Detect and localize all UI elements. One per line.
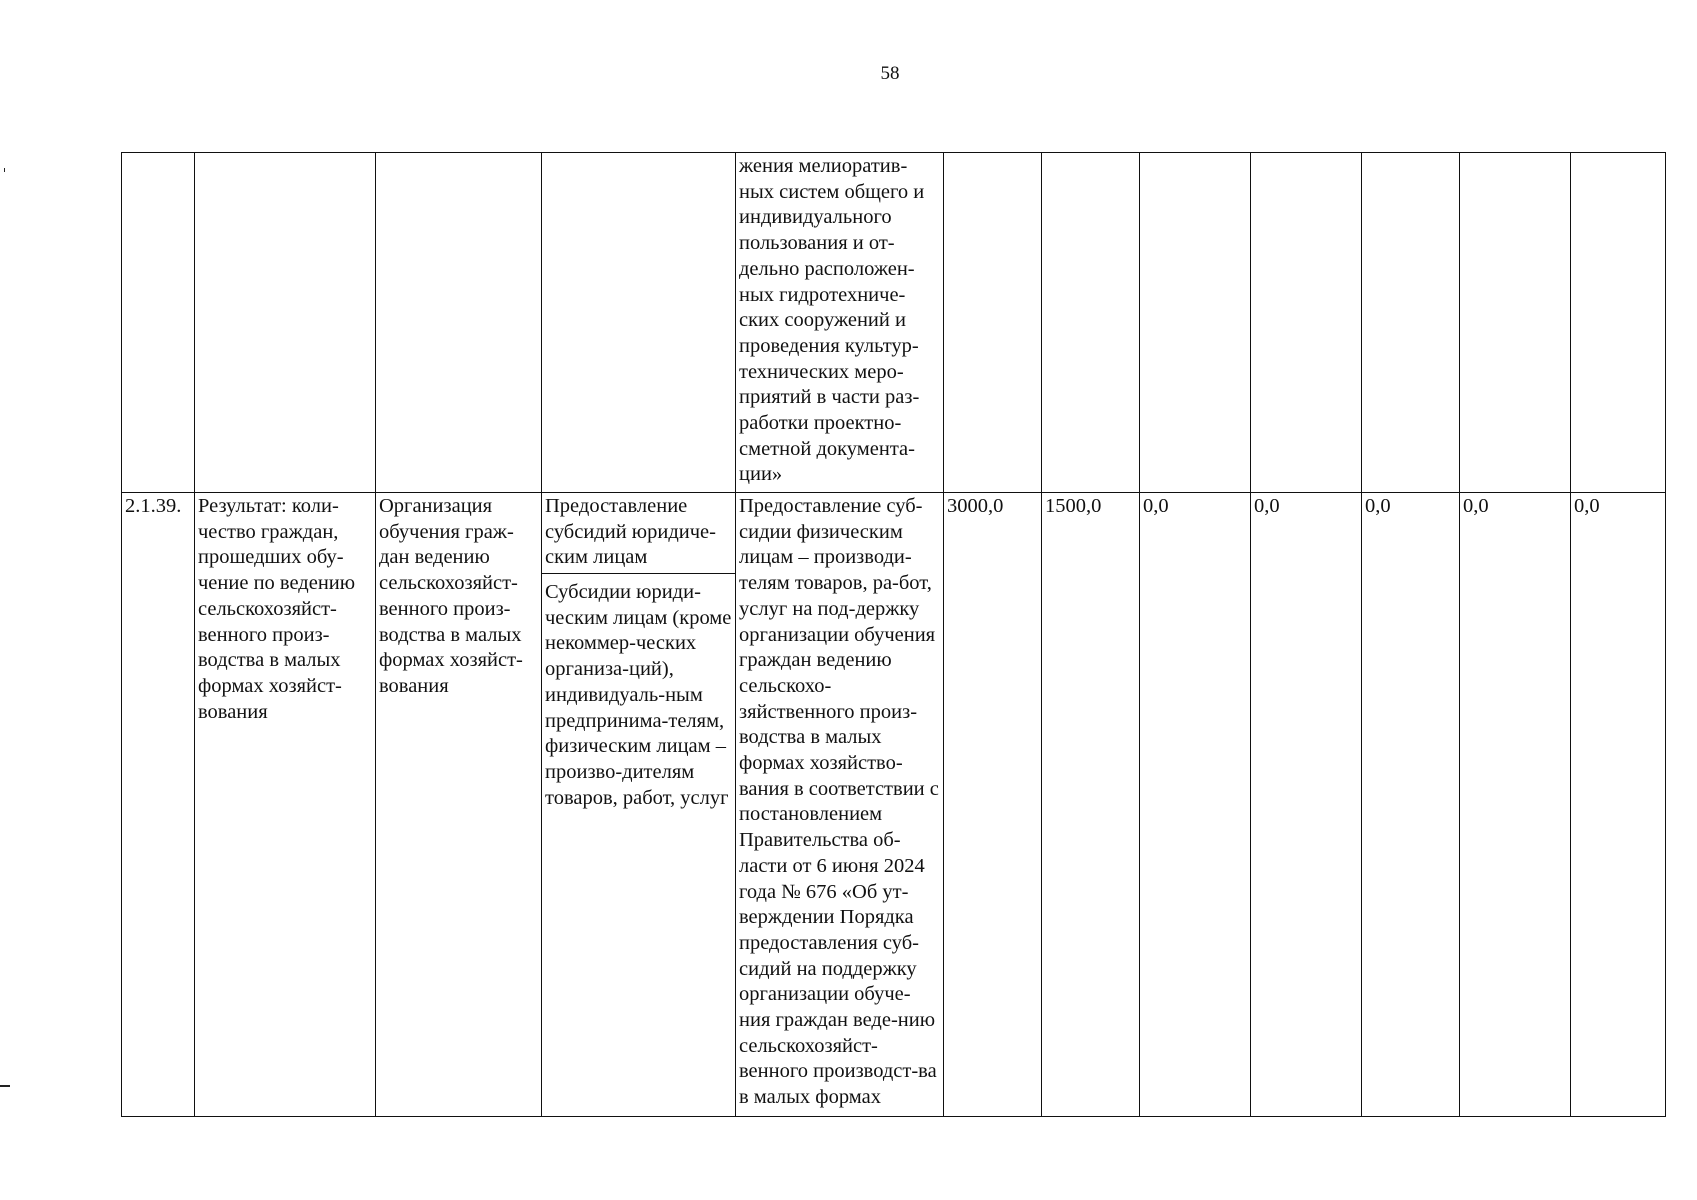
result-text: Результат: коли-чество граждан, прошедших обу-чение по ведению сельскохозяйст-венного произ-водства в малых формах хозяйст-вования: [198, 495, 356, 723]
cell-number: [122, 153, 195, 493]
table-row-continuation: [122, 153, 1666, 493]
cell-value: [944, 493, 1042, 1117]
value-text: 3000,0: [947, 495, 1004, 517]
cell-measure: [376, 493, 542, 1117]
cell-number: [122, 493, 195, 1117]
support-type-bottom: Субсидии юриди-ческим лицам (кроме некоммер-ческих организа-ций), индивидуаль-ным предпринима-телям, физическим лицам – произво-дителям товаров, работ, услуг: [545, 581, 732, 809]
measure-text: Организация обучения граж-дан ведению сельскохозяйст-венного произ-водства в малых формах хозяйст-вования: [379, 495, 523, 697]
cell-value: [1362, 153, 1460, 493]
description-text: Предоставление суб-сидии физическим лицам – производи-телям товаров, ра-бот, услуг на под-держку организации обучения граждан ведению сельскохо-зяйственного произ-водства в малых формах хозяйство-вания в соответствии с постановлением Правительства об-ласти от 6 июня 2024 года № 676 «Об ут-верждении Порядка предоставления суб-сидий на поддержку организации обуче-ния граждан веде-нию сельскохозяйст-венного производст-ва в малых формах: [739, 495, 939, 1109]
value-text: 1500,0: [1045, 495, 1102, 517]
cell-measure: [376, 153, 542, 493]
cell-result: [195, 153, 376, 493]
scan-mark: [0, 1085, 10, 1087]
row-number: 2.1.39.: [125, 495, 182, 517]
cell-value: [1251, 493, 1362, 1117]
budget-table: [121, 152, 1666, 1117]
cell-support-type: [542, 153, 736, 493]
value-text: 0,0: [1143, 495, 1169, 517]
value-text: 0,0: [1365, 495, 1391, 517]
page-number: 58: [880, 63, 900, 84]
scan-mark: [4, 168, 5, 172]
cell-result: [195, 493, 376, 1117]
cell-value: [1042, 493, 1140, 1117]
cell-value: [1460, 493, 1571, 1117]
value-text: 0,0: [1574, 495, 1600, 517]
cell-value: [1042, 153, 1140, 493]
table-row-2-1-39: [122, 493, 1666, 1117]
cell-support-type: [542, 493, 736, 1117]
cell-value: [1140, 153, 1251, 493]
cell-value: [1571, 153, 1666, 493]
continuation-text: жения мелиоратив-ных систем общего и индивидуального пользования и от-дельно расположен-ных гидротехниче-ских сооружений и проведения культур-технических меро-приятий в части раз-работки проектно-сметной документа-ции»: [739, 155, 925, 486]
cell-description: [736, 153, 944, 493]
cell-value: [1362, 493, 1460, 1117]
value-text: 0,0: [1254, 495, 1280, 517]
cell-description: [736, 493, 944, 1117]
value-text: 0,0: [1463, 495, 1489, 517]
cell-value: [1571, 493, 1666, 1117]
cell-value: [1251, 153, 1362, 493]
support-type-top: Предоставление субсидий юридиче-ским лицам: [542, 493, 735, 575]
cell-value: [1140, 493, 1251, 1117]
cell-value: [1460, 153, 1571, 493]
cell-value: [944, 153, 1042, 493]
